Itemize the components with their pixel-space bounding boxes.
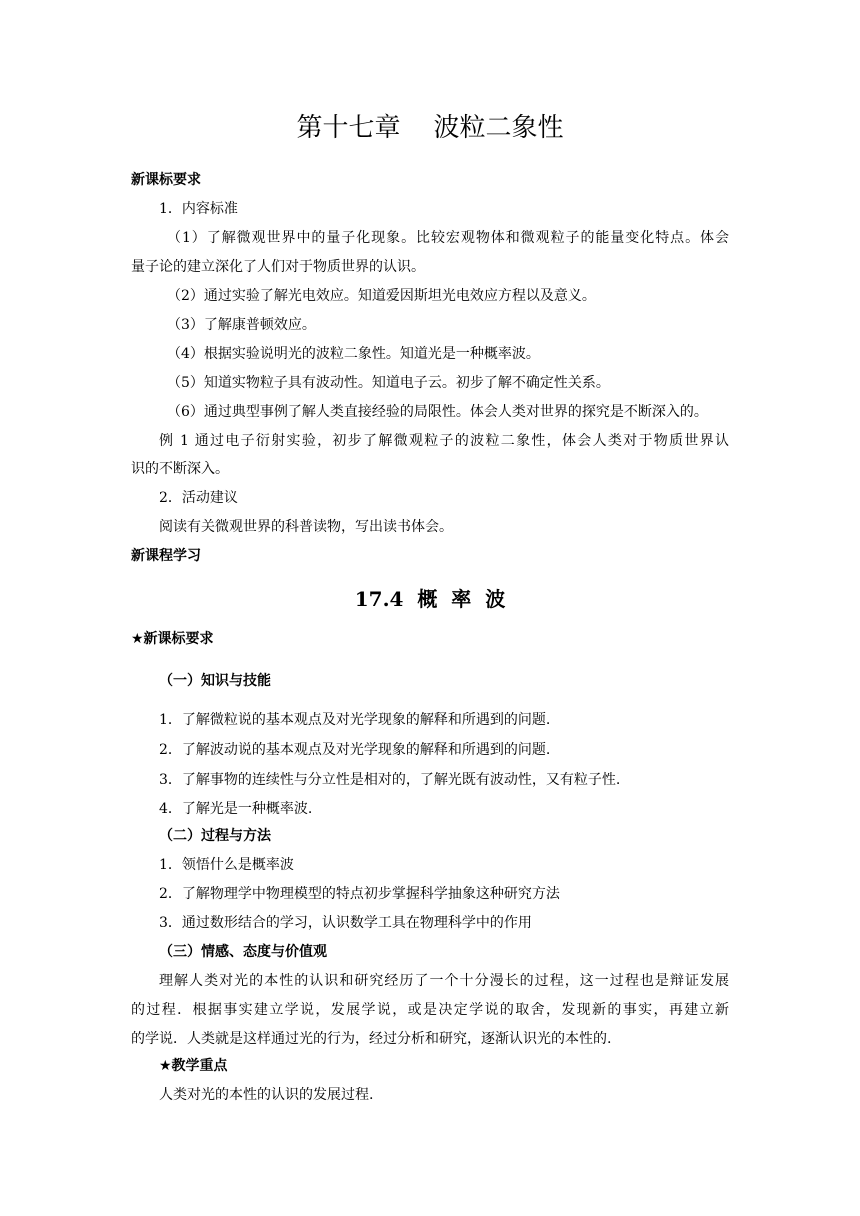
requirement-4: （4）根据实验说明光的波粒二象性。知道光是一种概率波。 — [167, 346, 540, 362]
knowledge-item-4: 4．了解光是一种概率波. — [159, 801, 313, 817]
example-line-b: 识的不断深入。 — [131, 461, 229, 477]
example-line-a: 例 1 通过电子衍射实验，初步了解微观粒子的波粒二象性，体会人类对于物质世界认 — [159, 433, 729, 449]
values-heading: （三）情感、态度与价值观 — [159, 944, 327, 960]
section-title: 17.4 概 率 波 — [354, 587, 506, 611]
requirement-1-line-a: （1）了解微观世界中的量子化现象。比较宏观物体和微观粒子的能量变化特点。体会 — [167, 230, 729, 246]
activity-text: 阅读有关微观世界的科普读物，写出读书体会。 — [159, 519, 453, 535]
process-item-2: 2．了解物理学中物理模型的特点初步掌握科学抽象这种研究方法 — [159, 886, 560, 902]
knowledge-item-1: 1．了解微粒说的基本观点及对光学现象的解释和所遇到的问题. — [159, 712, 551, 728]
course-heading: 新课程学习 — [131, 548, 201, 564]
requirement-1-line-b: 量子论的建立深化了人们对于物质世界的认识。 — [131, 259, 425, 275]
values-text-line-b: 的过程．根据事实建立学说，发展学说，或是决定学说的取舍，发现新的事实，再建立新 — [131, 1002, 729, 1018]
process-item-3: 3．通过数形结合的学习，认识数学工具在物理科学中的作用 — [159, 915, 532, 931]
process-item-1: 1．领悟什么是概率波 — [159, 857, 294, 873]
teaching-focus-text: 人类对光的本性的认识的发展过程. — [159, 1087, 374, 1103]
requirement-6: （6）通过典型事例了解人类直接经验的局限性。体会人类对世界的探究是不断深入的。 — [167, 404, 708, 420]
process-methods-heading: （二）过程与方法 — [159, 828, 271, 844]
activity-item: 2．活动建议 — [159, 490, 238, 506]
content-standard-item: 1．内容标准 — [159, 201, 238, 217]
knowledge-item-2: 2．了解波动说的基本观点及对光学现象的解释和所遇到的问题. — [159, 742, 551, 758]
knowledge-skills-heading: （一）知识与技能 — [159, 673, 271, 689]
requirements-heading: ★新课标要求 — [131, 631, 214, 647]
requirement-5: （5）知道实物粒子具有波动性。知道电子云。初步了解不确定性关系。 — [167, 375, 610, 391]
values-text-line-c: 的学说．人类就是这样通过光的行为，经过分析和研究，逐渐认识光的本性的. — [131, 1031, 612, 1047]
chapter-title: 第十七章 波粒二象性 — [296, 113, 564, 143]
teaching-focus-heading: ★教学重点 — [159, 1058, 228, 1074]
values-text-line-a: 理解人类对光的本性的认识和研究经历了一个十分漫长的过程，这一过程也是辩证发展 — [159, 973, 729, 989]
intro-heading: 新课标要求 — [131, 172, 201, 188]
knowledge-item-3: 3．了解事物的连续性与分立性是相对的，了解光既有波动性，又有粒子性. — [159, 772, 621, 788]
requirement-2: （2）通过实验了解光电效应。知道爱因斯坦光电效应方程以及意义。 — [167, 288, 596, 304]
requirement-3: （3）了解康普顿效应。 — [167, 317, 316, 333]
